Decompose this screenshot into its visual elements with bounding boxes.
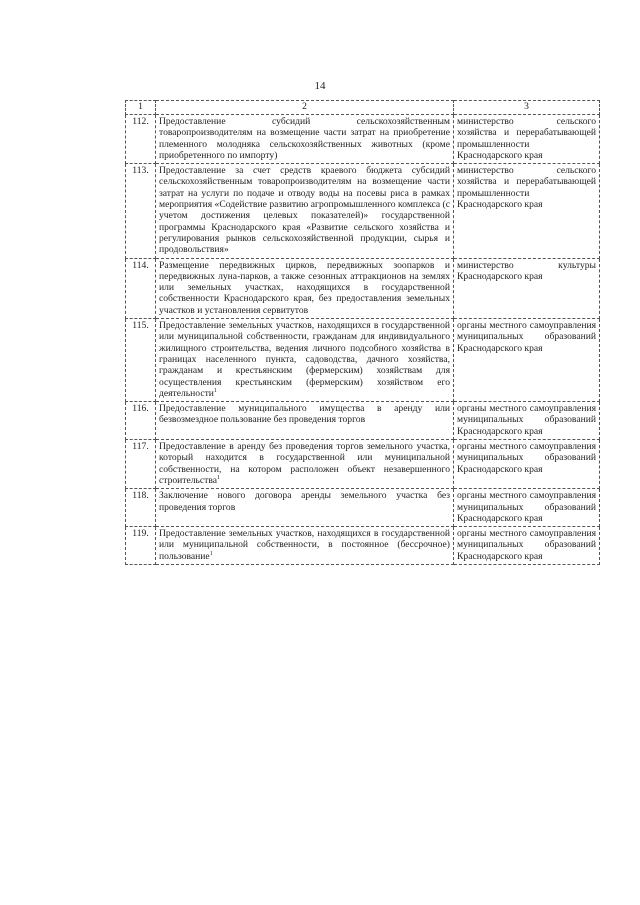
row-number: 112. — [126, 115, 156, 164]
table-row — [126, 164, 600, 258]
footnote-marker: 1 — [209, 550, 213, 557]
services-table — [125, 100, 600, 565]
responsible-authority: органы местного самоуправления муниципальных образований Краснодарского края — [454, 319, 600, 402]
responsible-authority: министерство сельского хозяйства и перерабатывающей промышленности Краснодарского края — [454, 164, 600, 258]
service-description: Предоставление за счет средств краевого бюджета субсидий сельскохозяйственным товаропроизводителям на возмещение части затрат на услуги по подаче и отводу воды на посевы риса в рамках мероприятия «Содействие развитию агропромышленного комплекса (с учетом достижения целевых показателей)» государственной программы Краснодарского края «Развитие сельского хозяйства и регулирования рынков сельскохозяйственной продукции, сырья и продовольствия» — [156, 164, 454, 258]
responsible-authority: органы местного самоуправления муниципальных образований Краснодарского края — [454, 440, 600, 489]
responsible-authority: министерство культуры Краснодарского края — [454, 258, 600, 318]
service-description: Размещение передвижных цирков, передвижных зоопарков и передвижных луна-парков, а также сезонных аттракционов на землях или земельных участках, находящихся в государственной собственности Краснодарского края, без предоставления земельных участков и установления сервитутов — [156, 258, 454, 318]
row-number: 113. — [126, 164, 156, 258]
service-description: Предоставление земельных участков, находящихся в государственной или муниципальной собственности, в постоянное (бессрочное) пользование$^1$ — [156, 527, 454, 565]
responsible-authority: органы местного самоуправления муниципальных образований Краснодарского края — [454, 527, 600, 565]
service-description: Предоставление субсидий сельскохозяйственным товаропроизводителям на возмещение части затрат на приобретение племенного молодняка сельскохозяйственных животных (кроме приобретенного по импорту) — [156, 115, 454, 164]
row-number: 114. — [126, 258, 156, 318]
table-row — [126, 440, 600, 489]
column-header-service: 2 — [156, 101, 454, 115]
responsible-authority: министерство сельского хозяйства и перерабатывающей промышленности Краснодарского края — [454, 115, 600, 164]
row-number: 117. — [126, 440, 156, 489]
service-description: Предоставление в аренду без проведения торгов земельного участка, который находится в государственной или муниципальной собственности, на котором расположен объект незавершенного строительства$^1$ — [156, 440, 454, 489]
responsible-authority: органы местного самоуправления муниципальных образований Краснодарского края — [454, 489, 600, 527]
table-row — [126, 527, 600, 565]
table-row — [126, 115, 600, 164]
row-number: 118. — [126, 489, 156, 527]
responsible-authority: органы местного самоуправления муниципальных образований Краснодарского края — [454, 402, 600, 440]
service-description: Предоставление земельных участков, находящихся в государственной или муниципальной собственности, гражданам для индивидуального жилищного строительства, ведения личного подсобного хозяйства в границах населенного пункта, садоводства, дачного хозяйства, гражданам и крестьянским (фермерским) хозяйствам для осуществления крестьянским (фермерским) хозяйством его деятельности$^1$ — [156, 319, 454, 402]
column-header-number: 1 — [126, 101, 156, 115]
row-number: 115. — [126, 319, 156, 402]
table-row — [126, 489, 600, 527]
footnote-marker: 1 — [213, 387, 217, 394]
page-number: 14 — [314, 80, 326, 92]
service-description: Предоставление муниципального имущества в аренду или безвозмездное пользование без проведения торгов — [156, 402, 454, 440]
table-row — [126, 402, 600, 440]
service-description: Заключение нового договора аренды земельного участка без проведения торгов — [156, 489, 454, 527]
column-header-authority: 3 — [454, 101, 600, 115]
table-header-row — [126, 101, 600, 115]
footnote-marker: 1 — [217, 474, 221, 481]
row-number: 116. — [126, 402, 156, 440]
table-row — [126, 319, 600, 402]
row-number: 119. — [126, 527, 156, 565]
table-row — [126, 258, 600, 318]
